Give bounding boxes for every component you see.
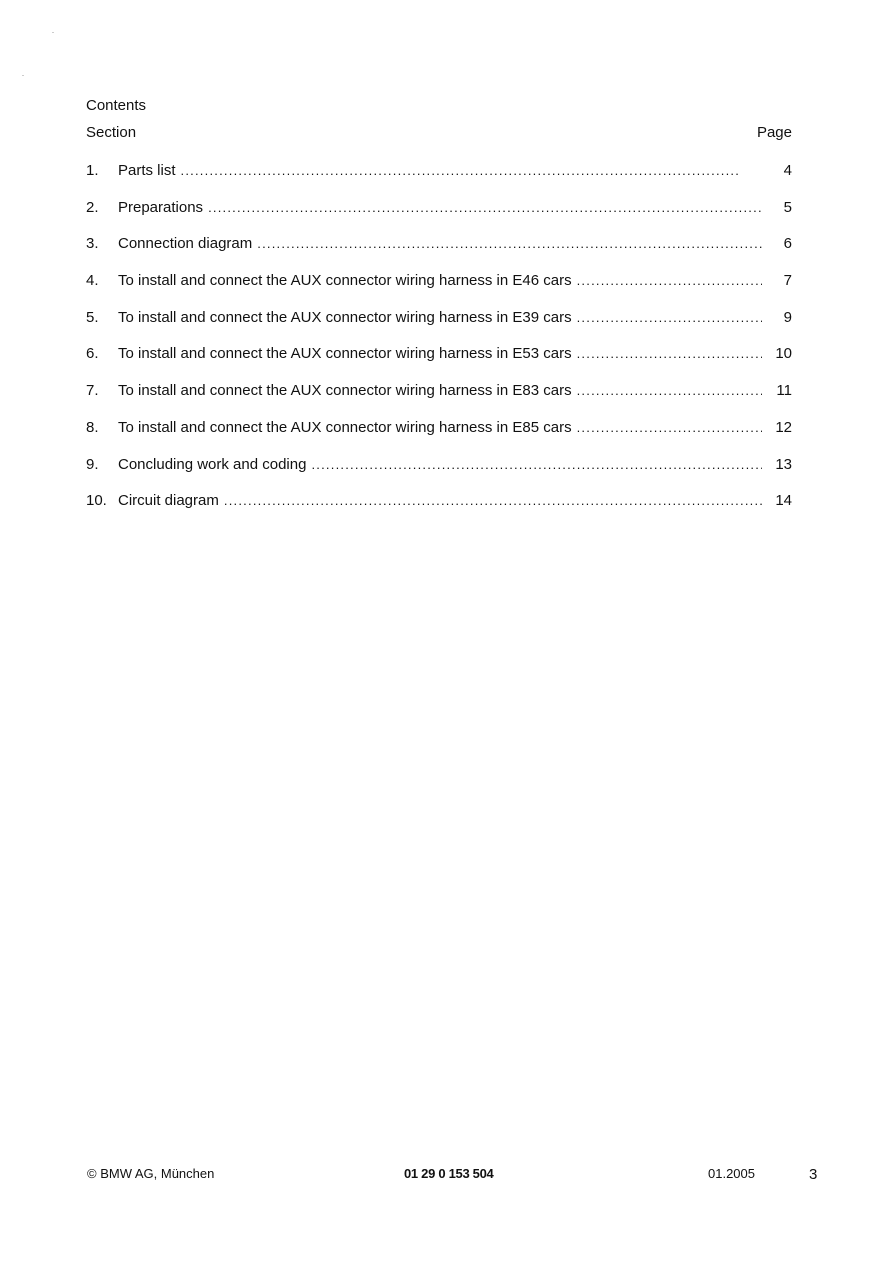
dot-leader <box>224 491 762 511</box>
section-column-label: Section <box>86 124 137 141</box>
copyright-notice: © BMW AG, München <box>87 1166 215 1181</box>
dot-leader <box>577 308 762 328</box>
toc-entry[interactable] <box>86 344 792 381</box>
contents-heading: Contents <box>86 97 147 114</box>
page-column-label: Page <box>756 124 792 141</box>
toc-entry-title: Concluding work and coding <box>118 455 307 473</box>
toc-entry-number: 4. <box>86 272 99 290</box>
scan-speck <box>52 32 54 33</box>
toc-entry-number: 5. <box>86 308 99 326</box>
toc-entry-page: 10 <box>775 345 792 363</box>
toc-entry[interactable] <box>86 234 792 271</box>
toc-entry[interactable] <box>86 491 792 528</box>
toc-entry[interactable] <box>86 161 792 198</box>
toc-entry-page: 6 <box>783 235 792 253</box>
dot-leader <box>577 418 762 438</box>
contents-page <box>86 96 792 528</box>
page-number: 3 <box>809 1166 818 1183</box>
toc-entry-page: 5 <box>783 198 792 216</box>
toc-entry[interactable] <box>86 271 792 308</box>
toc-entry[interactable] <box>86 455 792 492</box>
toc-entry-page: 13 <box>775 455 792 473</box>
toc-entry-page: 9 <box>783 308 792 326</box>
dot-leader <box>181 161 762 181</box>
dot-leader <box>257 234 762 254</box>
toc-entry-title: To install and connect the AUX connector wiring harness in E85 cars <box>118 418 572 436</box>
toc-entry-number: 6. <box>86 345 99 363</box>
toc-entry-number: 9. <box>86 455 99 473</box>
dot-leader <box>577 344 762 364</box>
toc-entry-number: 3. <box>86 235 99 253</box>
dot-leader <box>208 198 762 218</box>
toc-entry[interactable] <box>86 381 792 418</box>
toc-entry-number: 2. <box>86 198 99 216</box>
toc-entry-page: 11 <box>776 382 792 400</box>
toc-entry-title: To install and connect the AUX connector wiring harness in E83 cars <box>118 382 572 400</box>
part-number: 01 29 0 153 504 <box>404 1166 494 1181</box>
toc-entry-page: 4 <box>783 162 792 179</box>
toc-entry-title: Circuit diagram <box>118 492 219 510</box>
toc-entry-number: 7. <box>86 382 99 400</box>
dot-leader <box>577 271 762 291</box>
toc-entry-page: 14 <box>775 492 792 510</box>
toc-entry[interactable] <box>86 418 792 455</box>
toc-entry-number: 10. <box>86 492 107 510</box>
toc-entry[interactable] <box>86 308 792 345</box>
toc-entry-title: To install and connect the AUX connector wiring harness in E39 cars <box>118 308 572 326</box>
document-date: 01.2005 <box>708 1166 755 1181</box>
toc-entry-title: Connection diagram <box>118 235 253 253</box>
toc-entry-number: 1. <box>86 162 99 179</box>
toc-entry-title: Preparations <box>118 198 204 216</box>
scan-speck <box>22 75 24 76</box>
page-footer <box>0 1166 893 1186</box>
toc-entry-page: 7 <box>783 272 792 290</box>
table-of-contents <box>86 161 792 528</box>
toc-entry-title: To install and connect the AUX connector wiring harness in E53 cars <box>118 345 572 363</box>
toc-entry-title: To install and connect the AUX connector wiring harness in E46 cars <box>118 272 572 290</box>
toc-header-row <box>86 123 792 143</box>
toc-entry-title: Parts list <box>118 162 176 179</box>
toc-entry[interactable] <box>86 198 792 235</box>
dot-leader <box>311 455 762 475</box>
toc-entry-number: 8. <box>86 418 99 436</box>
toc-entry-page: 12 <box>775 418 792 436</box>
dot-leader <box>577 381 762 401</box>
